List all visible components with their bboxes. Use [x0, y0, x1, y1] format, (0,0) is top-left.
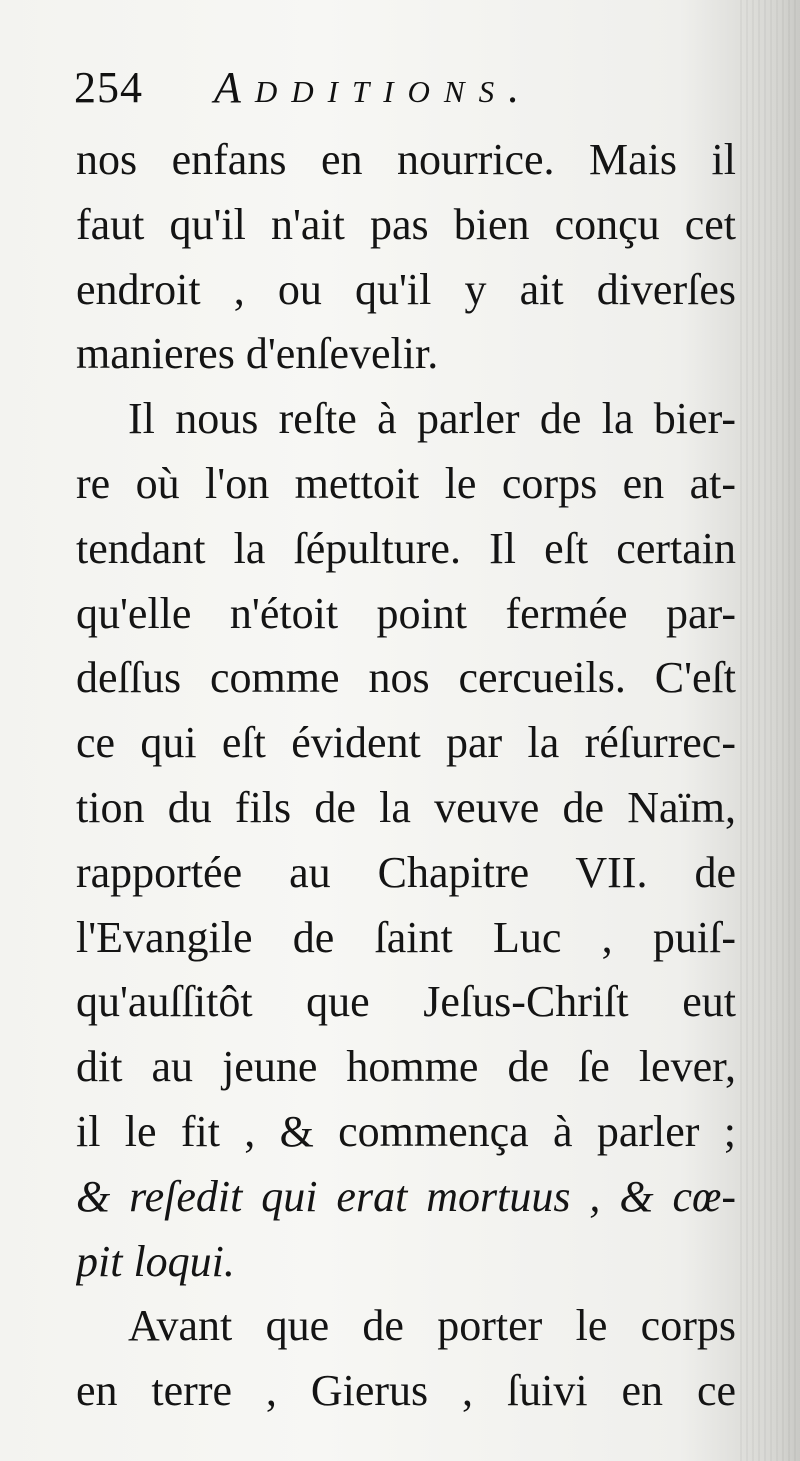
body-text — [76, 128, 736, 1424]
text-line: l'Evangile de ſaint Luc , puiſ- — [76, 912, 736, 962]
paragraph-1 — [76, 128, 736, 387]
running-title: Additions. — [214, 63, 534, 112]
page-edge-shadow — [740, 0, 800, 1461]
text-line: tendant la ſépulture. Il eſt certain — [76, 523, 736, 573]
text-line: rapportée au Chapitre VII. de — [76, 847, 736, 897]
text-line: tion du fils de la veuve de Naïm, — [76, 782, 736, 832]
text-line: dit au jeune homme de ſe lever, — [76, 1042, 736, 1092]
text-line: endroit , ou qu'il y ait diverſes — [76, 264, 736, 314]
text-line: Il nous reſte à parler de la bier- — [128, 394, 736, 444]
latin-quote-line: pit loqui. — [76, 1236, 235, 1286]
text-line: qu'auſſitôt que Jeſus-Chriſt eut — [76, 977, 736, 1027]
text-line: deſſus comme nos cercueils. C'eſt — [76, 653, 736, 703]
paragraph-2 — [76, 387, 736, 1294]
page-number: 254 — [74, 63, 143, 112]
text-line: faut qu'il n'ait pas bien conçu cet — [76, 199, 736, 249]
text-line: re où l'on mettoit le corps en at- — [76, 458, 736, 508]
latin-quote-line: & reſedit qui erat mortuus , & cœ- — [76, 1171, 736, 1221]
page-header — [74, 44, 714, 124]
text-line: ce qui eſt évident par la réſurrec- — [76, 718, 736, 768]
text-line: Avant que de porter le corps — [128, 1301, 736, 1351]
text-line: en terre , Gierus , ſuivi en ce — [76, 1366, 736, 1416]
text-line: nos enfans en nourrice. Mais il — [76, 135, 736, 184]
text-line: il le fit , & commença à parler ; — [76, 1106, 736, 1156]
text-line: qu'elle n'étoit point fermée par- — [76, 588, 736, 638]
paragraph-3 — [76, 1294, 736, 1424]
text-line: manieres d'enſevelir. — [76, 329, 439, 379]
